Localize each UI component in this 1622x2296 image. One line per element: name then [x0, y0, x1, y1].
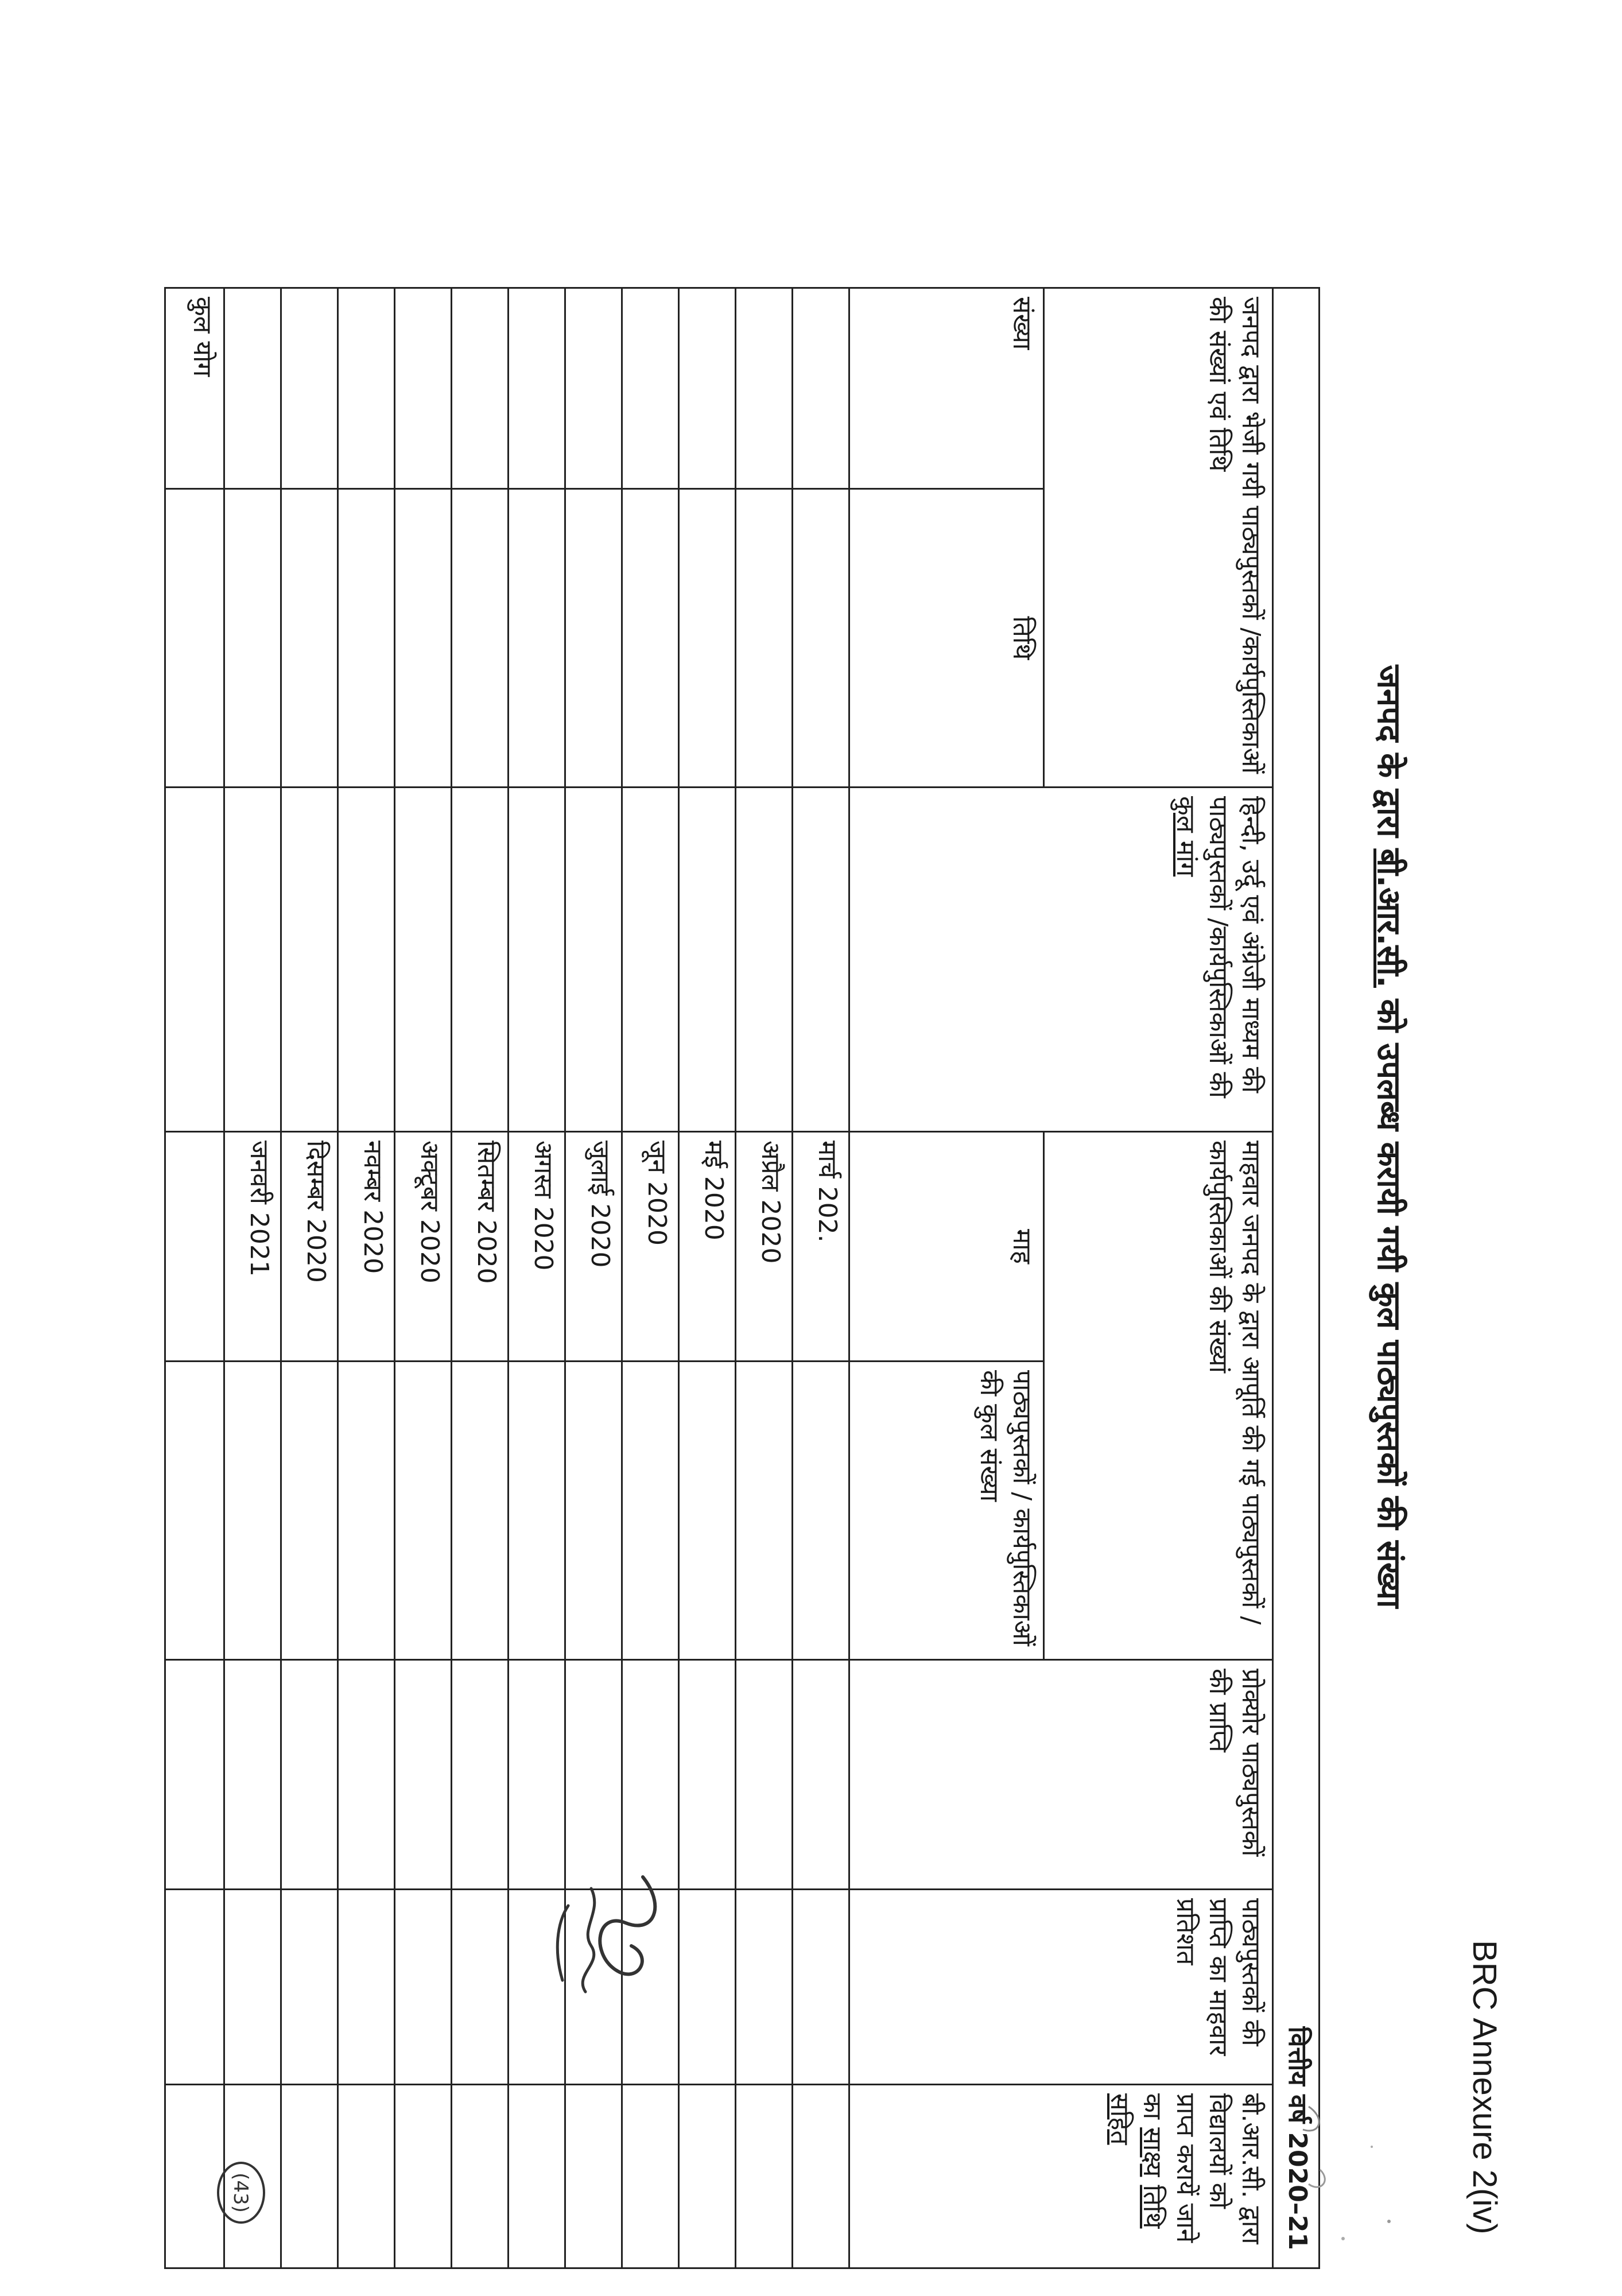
- table-cell: [622, 788, 679, 1132]
- month-cell: अप्रैल 2020: [736, 1132, 793, 1362]
- header-sent-books: जनपद द्वारा भेजी गयी पाठ्यपुस्तकों /कार्यपुस्तिकाओं की संख्यां एवं तिथि: [1044, 288, 1273, 788]
- table-cell: [452, 1660, 509, 1890]
- table-cell: [679, 489, 736, 788]
- header-maah: माह: [849, 1132, 1044, 1362]
- table-cell: [565, 788, 622, 1132]
- table-cell: [622, 489, 679, 788]
- table-cell: [793, 288, 849, 489]
- table-cell: [224, 1890, 281, 2085]
- table-row: [793, 288, 849, 2268]
- table-cell: [736, 288, 793, 489]
- month-cell: सितम्बर 2020: [452, 1132, 509, 1362]
- header-demand-underlined: कुल मांग: [1170, 796, 1200, 877]
- month-cell: मार्च 202.: [793, 1132, 849, 1362]
- table-cell: [679, 1362, 736, 1660]
- table-cell: [338, 788, 395, 1132]
- header-brc-text: बी.आर.सी. द्वारा विद्यालयों को प्राप्त करायें जाने का: [1138, 2093, 1266, 2244]
- table-cell: [452, 2085, 509, 2268]
- title-part-2: को उपलब्ध करायी गयी कुल पाठ्यपुस्तकों की संख्या: [1370, 988, 1407, 1608]
- table-cell: [395, 1890, 452, 2085]
- header-total-count: पाठ्यपुस्तकों / कार्यपुस्तिकाओं की कुल संख्या: [849, 1362, 1044, 1660]
- table-cell: [679, 788, 736, 1132]
- total-label: कुल योग: [165, 288, 224, 489]
- table-cell: [224, 489, 281, 788]
- table-cell: [338, 1362, 395, 1660]
- header-monthly-supply: माहवार जनपद के द्वारा आपूर्ति की गई पाठ्यपुस्तकों / कार्यपुस्तिकाओं की संख्यां: [1044, 1132, 1273, 1660]
- table-cell: [165, 788, 224, 1132]
- table-cell: [793, 2085, 849, 2268]
- table-cell: [793, 1660, 849, 1890]
- table-cell: [165, 1890, 224, 2085]
- table-cell: [509, 489, 565, 788]
- table-cell: [281, 788, 338, 1132]
- page-number: (43): [229, 2173, 252, 2213]
- table-cell: [565, 288, 622, 489]
- table-cell: [338, 1890, 395, 2085]
- table-cell: [452, 1890, 509, 2085]
- table-cell: [395, 2085, 452, 2268]
- table-cell: [281, 1660, 338, 1890]
- annexure-label: BRC Annexure 2(iv): [1466, 1940, 1503, 2235]
- table-cell: [224, 788, 281, 1132]
- table-cell: [338, 288, 395, 489]
- table-cell: [165, 1132, 224, 1362]
- table-row: [338, 288, 395, 2268]
- table-cell: [736, 1660, 793, 1890]
- title-brc-underlined: बी.आर.सी.: [1370, 848, 1407, 988]
- table-row: [452, 288, 509, 2268]
- table-cell: [395, 1660, 452, 1890]
- header-monthly-percent: पाठ्यपुस्तकों की प्राप्ति का माहवार प्रतिशत: [849, 1890, 1273, 2085]
- table-cell: [338, 1660, 395, 1890]
- header-total-demand: [849, 788, 1273, 1132]
- month-cell: अक्टूबर 2020: [395, 1132, 452, 1362]
- page-number-stamp: [212, 2158, 270, 2227]
- table-row: [224, 288, 281, 2268]
- header-sankhya: संख्या: [849, 288, 1044, 489]
- table-row: [281, 288, 338, 2268]
- total-row: [165, 288, 224, 2268]
- supply-table: [164, 287, 1320, 2269]
- month-cell: अगस्त 2020: [509, 1132, 565, 1362]
- table-cell: [736, 2085, 793, 2268]
- title-part-1: जनपद के द्वारा: [1370, 665, 1407, 849]
- table-cell: [452, 788, 509, 1132]
- table-cell: [281, 1890, 338, 2085]
- table-cell: [452, 489, 509, 788]
- table-cell: [793, 1890, 849, 2085]
- table-cell: [395, 1362, 452, 1660]
- table-cell: [281, 288, 338, 489]
- month-cell: जून 2020: [622, 1132, 679, 1362]
- table-cell: [165, 1362, 224, 1660]
- table-cell: [736, 489, 793, 788]
- table-cell: [565, 1362, 622, 1660]
- header-brc-date-underlined: तिथि सहित: [1105, 2093, 1167, 2229]
- table-cell: [622, 288, 679, 489]
- document-title: [1368, 276, 1412, 1998]
- table-cell: [793, 1362, 849, 1660]
- rotated-document: [188, 276, 1503, 2296]
- table-cell: [622, 2085, 679, 2268]
- table-cell: [793, 788, 849, 1132]
- table-cell: [736, 1890, 793, 2085]
- table-cell: [281, 2085, 338, 2268]
- table-cell: [679, 2085, 736, 2268]
- scan-specks: [1286, 2084, 1458, 2267]
- header-demand-text: हिन्दी, उर्दू एवं अंग्रेजी माध्यम की पाठ्यपुस्तकों /कार्यपुस्तिकाओं की: [1203, 796, 1266, 1098]
- table-row: [736, 288, 793, 2268]
- table-cell: [736, 788, 793, 1132]
- month-cell: जनवरी 2021: [224, 1132, 281, 1362]
- table-cell: [509, 788, 565, 1132]
- table-cell: [509, 1362, 565, 1660]
- table-cell: [395, 288, 452, 489]
- table-cell: [452, 288, 509, 489]
- table-row: [395, 288, 452, 2268]
- table-cell: [395, 788, 452, 1132]
- table-cell: [281, 1362, 338, 1660]
- table-cell: [679, 1660, 736, 1890]
- table-cell: [679, 288, 736, 489]
- table-cell: [338, 489, 395, 788]
- table-cell: [565, 489, 622, 788]
- month-cell: दिसम्बर 2020: [281, 1132, 338, 1362]
- table-cell: [165, 489, 224, 788]
- table-row: [679, 288, 736, 2268]
- table-cell: [395, 489, 452, 788]
- table-cell: [736, 1362, 793, 1660]
- header-brc-evidence-underlined: साक्ष्य: [1138, 2127, 1167, 2177]
- table-cell: [165, 1660, 224, 1890]
- financial-year: वित्तीय वर्ष 2020–21: [1273, 288, 1320, 2268]
- table-cell: [509, 288, 565, 489]
- header-brc-evidence: [849, 2085, 1273, 2268]
- table-cell: [565, 2085, 622, 2268]
- table-cell: [622, 1362, 679, 1660]
- month-cell: नवम्बर 2020: [338, 1132, 395, 1362]
- table-cell: [224, 1362, 281, 1660]
- table-cell: [679, 1890, 736, 2085]
- table-cell: [224, 288, 281, 489]
- table-cell: [452, 1362, 509, 1660]
- table-cell: [509, 2085, 565, 2268]
- month-cell: जुलाई 2020: [565, 1132, 622, 1362]
- table-cell: [224, 1660, 281, 1890]
- header-procured: प्रोक्योर पाठ्यपुस्तकों की प्राप्ति: [849, 1660, 1273, 1890]
- table-cell: [338, 2085, 395, 2268]
- month-cell: मई 2020: [679, 1132, 736, 1362]
- table-cell: [281, 489, 338, 788]
- table-cell: [793, 489, 849, 788]
- header-tithi: तिथि: [849, 489, 1044, 788]
- handwritten-signature: [528, 1854, 677, 2015]
